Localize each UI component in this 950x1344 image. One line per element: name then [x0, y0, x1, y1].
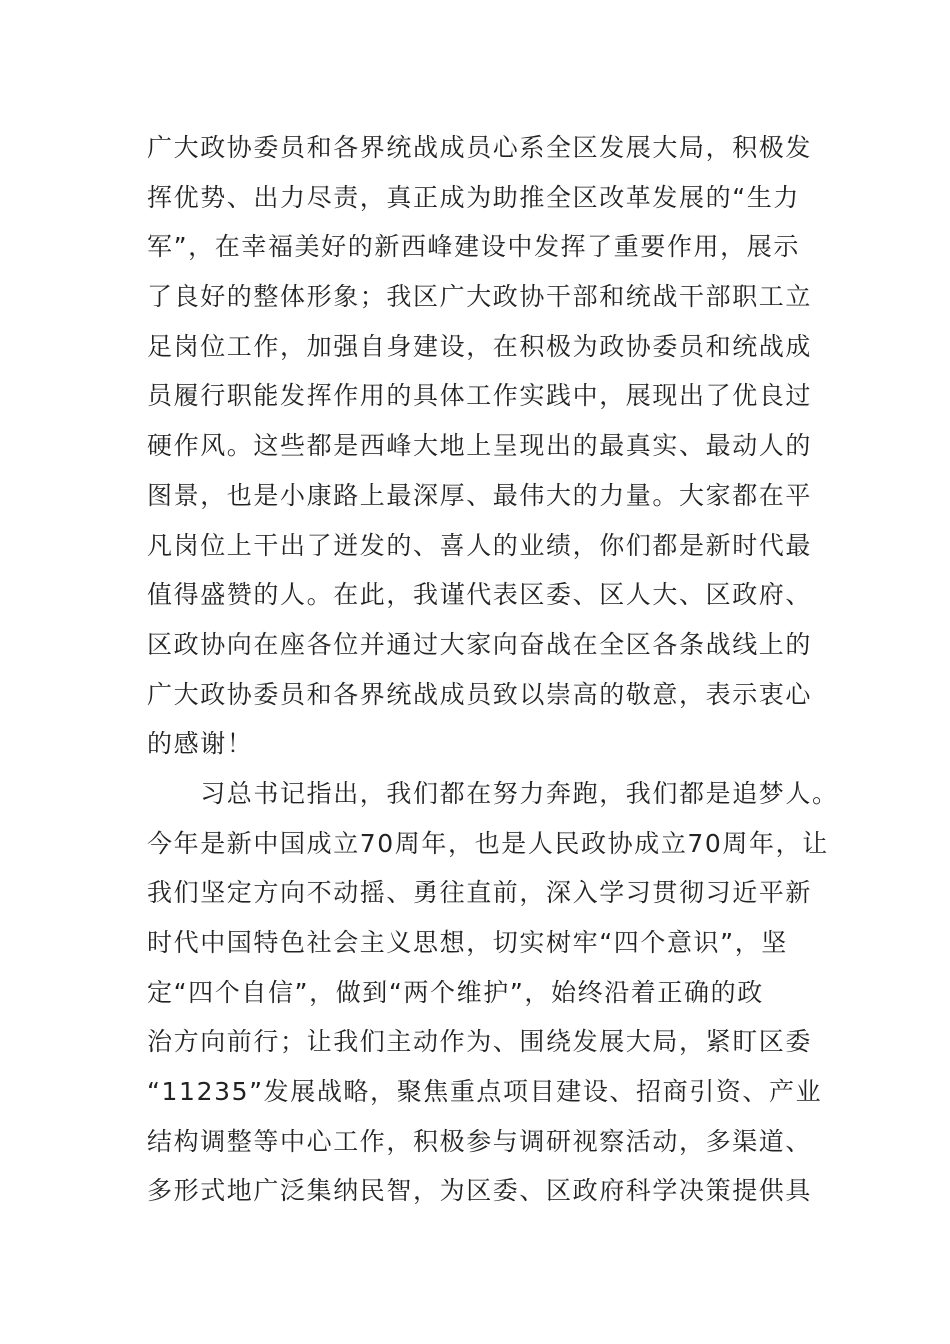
text-line: 多形式地广泛集纳民智，为区委、区政府科学决策提供具 — [147, 1176, 813, 1206]
text-line: 习总书记指出，我们都在努力奔跑，我们都是追梦人。 — [147, 778, 839, 808]
text-line: 区政协向在座各位并通过大家向奋战在全区各条战线上的 — [147, 629, 813, 659]
text-line: 广大政协委员和各界统战成员心系全区发展大局，积极发 — [147, 133, 813, 162]
text-line: 的感谢！ — [147, 729, 254, 759]
text-line: 时代中国特色社会主义思想，切实树牢“四个意识”，坚 — [147, 928, 788, 957]
text-line: 治方向前行；让我们主动作为、围绕发展大局，紧盯区委 — [147, 1027, 813, 1057]
text-line: 我们坚定方向不动摇、勇往直前，深入学习贯彻习近平新 — [147, 878, 813, 908]
text-line: 今年是新中国成立70周年，也是人民政协成立70周年，让 — [147, 828, 829, 858]
text-line: 了良好的整体形象；我区广大政协干部和统战干部职工立 — [147, 282, 813, 312]
body-text — [147, 123, 839, 1216]
text-line: 挥优势、出力尽责，真正成为助推全区改革发展的“生力 — [147, 182, 800, 212]
text-line: 军”，在幸福美好的新西峰建设中发挥了重要作用，展示 — [147, 232, 800, 262]
text-line: 值得盛赞的人。在此，我谨代表区委、区人大、区政府、 — [147, 580, 813, 610]
text-line: 凡岗位上干出了迸发的、喜人的业绩，你们都是新时代最 — [147, 530, 813, 560]
text-line: 结构调整等中心工作，积极参与调研视察活动，多渠道、 — [147, 1126, 813, 1156]
text-line: 图景，也是小康路上最深厚、最伟大的力量。大家都在平 — [147, 480, 813, 510]
text-line: 广大政协委员和各界统战成员致以崇高的敬意，表示衷心 — [147, 679, 813, 709]
text-line: 硬作风。这些都是西峰大地上呈现出的最真实、最动人的 — [147, 431, 813, 461]
text-line: 定“四个自信”，做到“两个维护”，始终沿着正确的政 — [147, 977, 764, 1007]
text-line: 员履行职能发挥作用的具体工作实践中，展现出了优良过 — [147, 381, 813, 411]
text-line: “11235”发展战略，聚焦重点项目建设、招商引资、产业 — [147, 1077, 823, 1107]
text-line: 足岗位工作，加强自身建设，在积极为政协委员和统战成 — [147, 331, 813, 361]
